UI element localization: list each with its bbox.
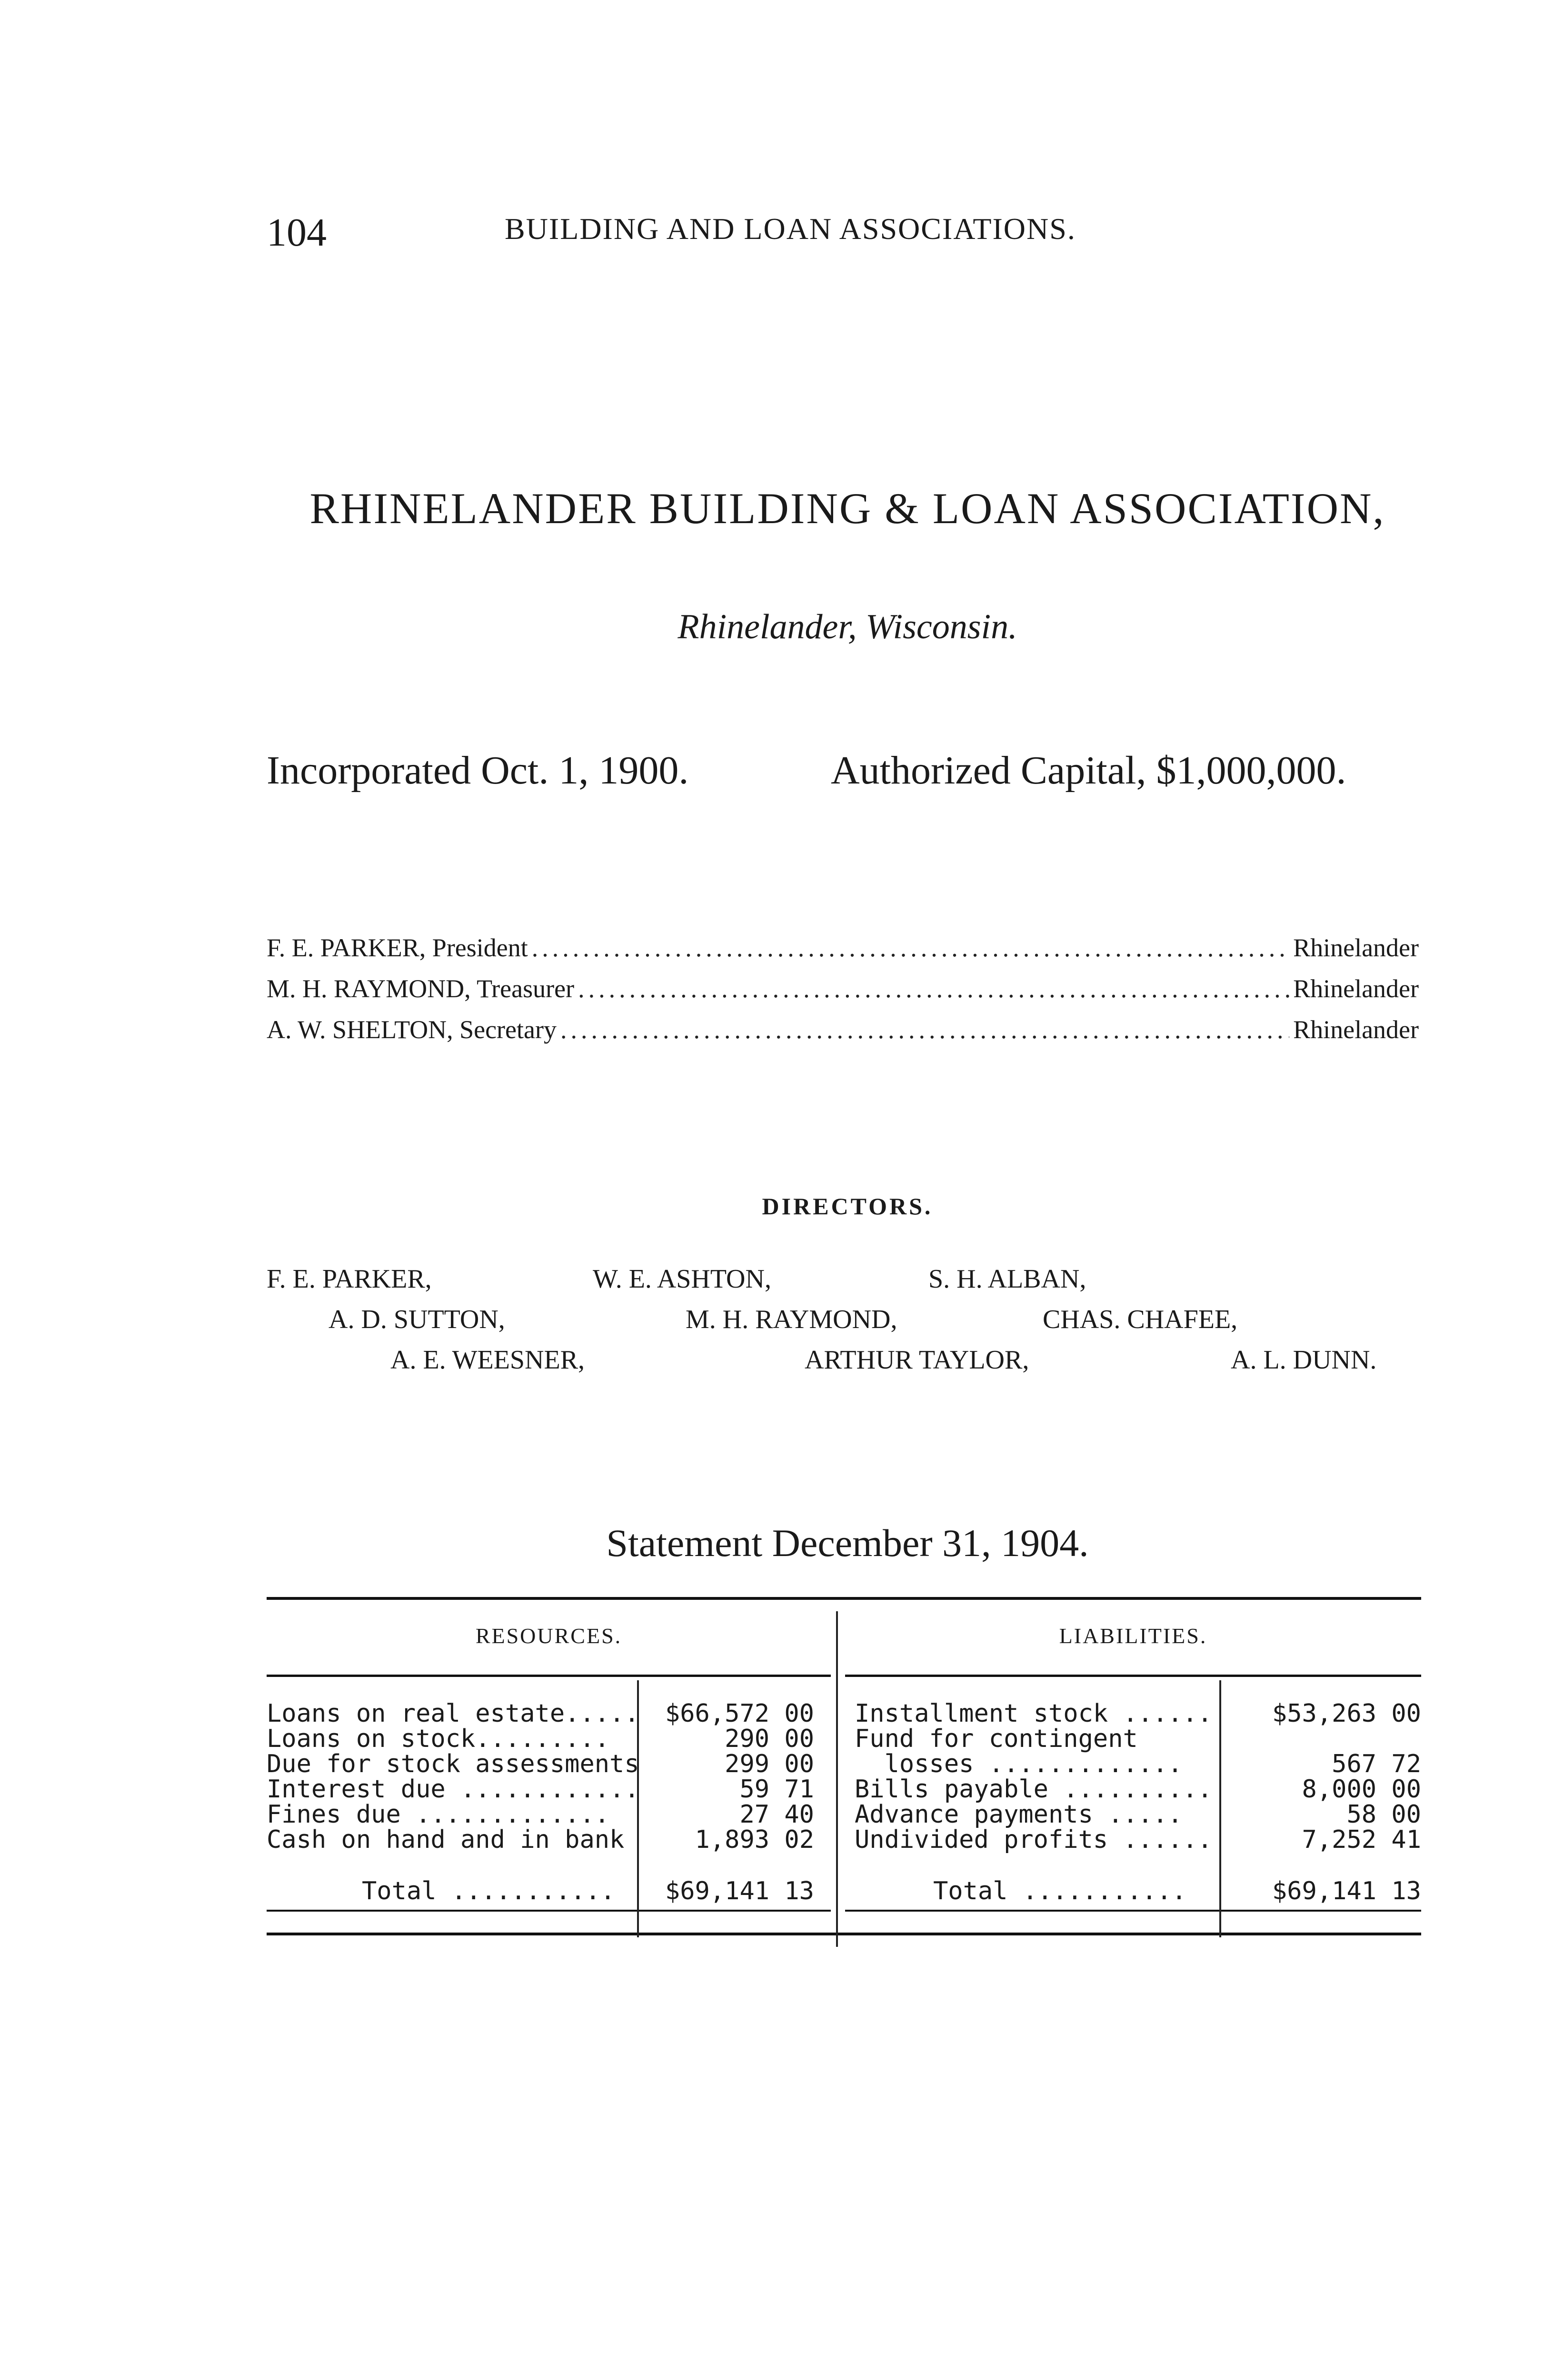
liabilities-amount-divider: [1219, 1680, 1221, 1937]
resource-amount: 1,893 02: [695, 1825, 814, 1854]
resource-label: Loans on stock.........: [267, 1725, 610, 1753]
liabilities-total-amount: $69,141 13: [1272, 1877, 1421, 1905]
resource-amount: $66,572 00: [665, 1699, 814, 1728]
officer-place: Rhinelander: [1293, 974, 1419, 1003]
director-name: ARTHUR TAYLOR,: [805, 1345, 1029, 1375]
resource-label: Fines due .............: [267, 1800, 610, 1829]
liability-amount: $53,263 00: [1272, 1699, 1421, 1728]
officer-row: [267, 1015, 1419, 1056]
table-top-rule: [267, 1597, 1421, 1600]
resource-amount: 290 00: [725, 1725, 814, 1753]
liability-label: Advance payments .....: [855, 1800, 1183, 1829]
liability-amount: 7,252 41: [1302, 1825, 1421, 1854]
resources-total-rule: [267, 1910, 831, 1912]
director-name: CHAS. CHAFEE,: [1043, 1305, 1238, 1334]
resource-label: Loans on real estate.....: [267, 1699, 639, 1728]
statement-title: Statement December 31, 1904.: [606, 1521, 1089, 1565]
director-name: A. D. SUTTON,: [329, 1305, 505, 1334]
director-name: F. E. PARKER,: [267, 1264, 432, 1294]
resource-amount: 27 40: [739, 1800, 814, 1829]
resources-header-rule: [267, 1675, 831, 1677]
liability-label: Undivided profits ......: [855, 1825, 1213, 1854]
director-name: W. E. ASHTON,: [593, 1264, 771, 1294]
resource-amount: 299 00: [725, 1750, 814, 1778]
director-name: A. L. DUNN.: [1231, 1345, 1377, 1375]
center-divider: [836, 1611, 838, 1947]
director-name: S. H. ALBAN,: [928, 1264, 1086, 1294]
resources-total-label: Total ...........: [362, 1877, 616, 1905]
resource-label: Cash on hand and in bank: [267, 1825, 625, 1854]
resources-total-amount: $69,141 13: [665, 1877, 814, 1905]
liability-amount: 567 72: [1332, 1750, 1421, 1778]
resource-amount: 59 71: [739, 1775, 814, 1804]
association-name: RHINELANDER BUILDING & LOAN ASSOCIATION,: [309, 484, 1385, 533]
liability-label: losses .............: [855, 1750, 1183, 1778]
liability-label: Bills payable ..........: [855, 1775, 1213, 1804]
director-name: M. H. RAYMOND,: [686, 1305, 897, 1334]
liability-label: Installment stock ......: [855, 1699, 1213, 1728]
table-bottom-rule: [267, 1933, 1421, 1935]
liabilities-total-rule: [845, 1910, 1421, 1912]
director-name: A. E. WEESNER,: [390, 1345, 585, 1375]
resources-header: RESOURCES.: [475, 1624, 622, 1648]
page-header: [267, 209, 1430, 262]
resource-label: Interest due ............: [267, 1775, 639, 1804]
authorized-capital: Authorized Capital, $1,000,000.: [831, 748, 1346, 793]
association-location: Rhinelander, Wisconsin.: [677, 607, 1017, 646]
officer-place: Rhinelander: [1293, 1015, 1419, 1044]
directors-heading: DIRECTORS.: [762, 1193, 933, 1220]
liabilities-header-rule: [845, 1675, 1421, 1677]
officers-list: [267, 933, 1419, 1056]
leader-dots: [560, 1015, 1289, 1044]
leader-dots: [578, 974, 1289, 1003]
officer-name: A. W. SHELTON, Secretary: [267, 1015, 557, 1044]
officer-name: F. E. PARKER, President: [267, 933, 528, 962]
officer-row: [267, 933, 1419, 974]
liability-label: Fund for contingent: [855, 1725, 1138, 1753]
officer-row: [267, 974, 1419, 1015]
incorporation-date: Incorporated Oct. 1, 1900.: [267, 748, 689, 793]
leader-dots: [532, 933, 1289, 962]
liabilities-header: LIABILITIES.: [1059, 1624, 1207, 1648]
officer-place: Rhinelander: [1293, 933, 1419, 962]
resource-label: Due for stock assessments: [267, 1750, 639, 1778]
page-number: 104: [267, 210, 327, 255]
liability-amount: 8,000 00: [1302, 1775, 1421, 1804]
running-title: BUILDING AND LOAN ASSOCIATIONS.: [505, 212, 1076, 246]
liability-amount: 58 00: [1346, 1800, 1421, 1829]
liabilities-total-label: Total ...........: [933, 1877, 1187, 1905]
officer-name: M. H. RAYMOND, Treasurer: [267, 974, 575, 1003]
